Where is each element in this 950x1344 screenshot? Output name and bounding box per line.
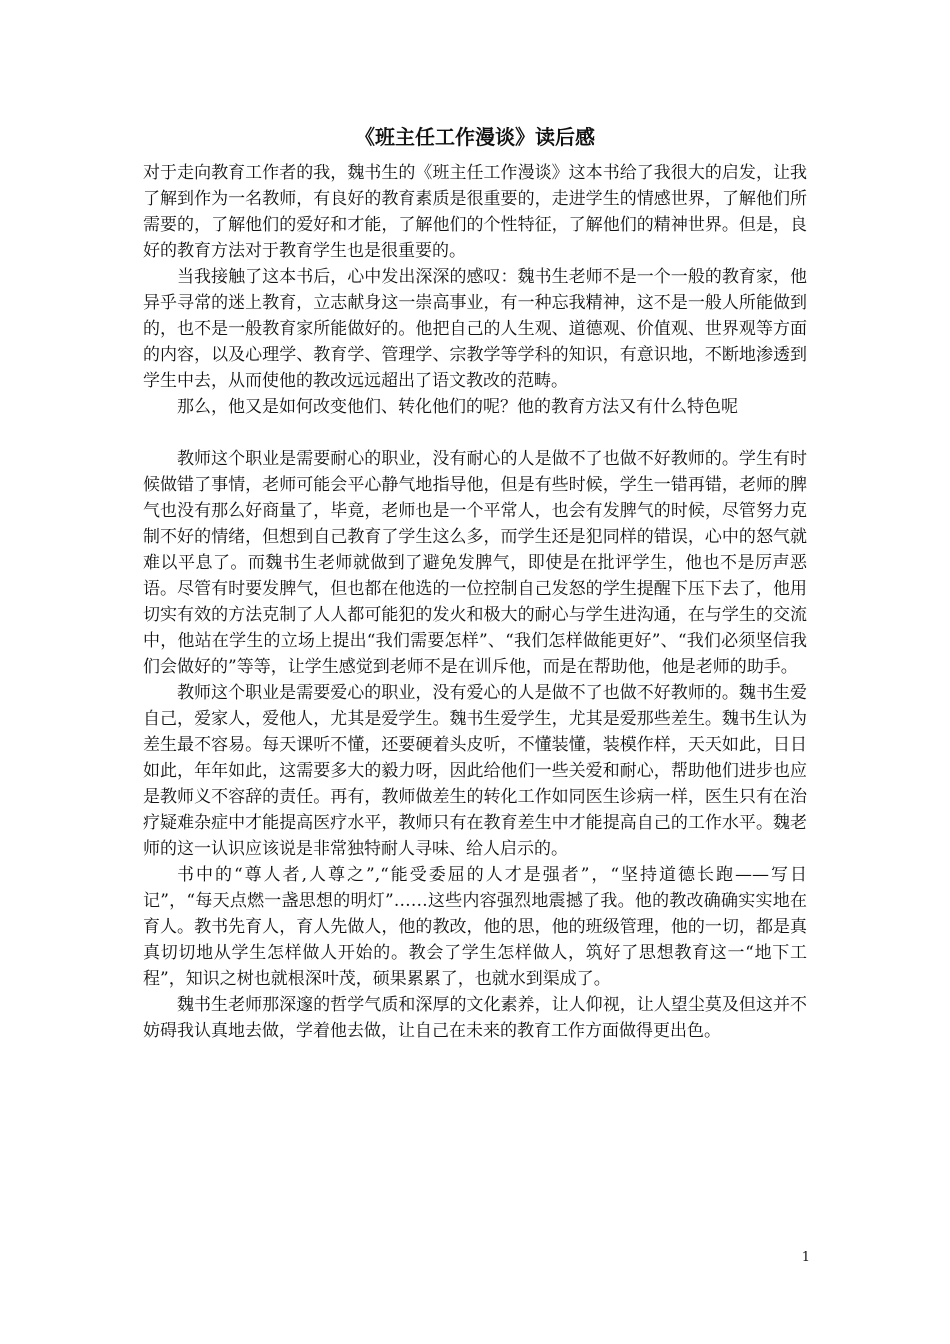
paragraph-question: 那么，他又是如何改变他们、转化他们的呢？他的教育方法又有什么特色呢 [177, 397, 738, 417]
page-number: 1 [801, 1250, 810, 1265]
document-title: 《班主任工作漫谈》读后感 [355, 125, 595, 149]
paragraph-spacer [143, 420, 807, 446]
paragraph-quotes: 书中的“尊人者,人尊之”,“能受委屈的人才是强者”，“坚持道德长跑——写日记”，“每天点燃一盏思想的明灯”……这些内容强烈地震撼了我。他的教改确确实实地在育人。教书先育人，育人先做人，他的教改，他的思，他的班级管理，他的一切，都是真真切切地从学生怎样做人开始的。教会了学生怎样做人，筑好了思想教育这一“地下工程”，知识之树也就根深叶茂，硕果累累了，也就水到渠成了。 [143, 865, 807, 989]
paragraph-conclusion: 魏书生老师那深邃的哲学气质和深厚的文化素养，让人仰视，让人望尘莫及但这并不妨碍我认真地去做，学着他去做，让自己在未来的教育工作方面做得更出色。 [143, 995, 807, 1041]
paragraph-love: 教师这个职业是需要爱心的职业，没有爱心的人是做不了也做不好教师的。魏书生爱自己，爱家人，爱他人，尤其是爱学生。魏书生爱学生，尤其是爱那些差生。魏书生认为差生最不容易。每天课听不懂，还要硬着头皮听，不懂装懂，装模作样，天天如此，日日如此，年年如此，这需要多大的毅力呀，因此给他们一些关爱和耐心，帮助他们进步也应是教师义不容辞的责任。再有，教师做差生的转化工作如同医生诊病一样，医生只有在治疗疑难杂症中才能提高医疗水平，教师只有在教育差生中才能提高自己的工作水平。魏老师的这一认识应该说是非常独特耐人寻味、给人启示的。 [143, 683, 807, 859]
document-body [143, 160, 807, 1044]
paragraph-impression: 当我接触了这本书后，心中发出深深的感叹：魏书生老师不是一个一般的教育家，他异乎寻常的迷上教育，立志献身这一崇高事业，有一种忘我精神，这不是一般人所能做到的，也不是一般教育家所能做好的。他把自己的人生观、道德观、价值观、世界观等方面的内容，以及心理学、教育学、管理学、宗教学等学科的知识，有意识地，不断地渗透到学生中去，从而使他的教改远远超出了语文教改的范畴。 [143, 267, 807, 391]
paragraph-patience: 教师这个职业是需要耐心的职业，没有耐心的人是做不了也做不好教师的。学生有时候做错了事情，老师可能会平心静气地指导他，但是有些时候，学生一错再错，老师的脾气也没有那么好商量了，毕竟，老师也是一个平常人，也会有发脾气的时候，尽管努力克制不好的情绪，但想到自己教育了学生这么多，而学生还是犯同样的错误，心中的怒气就难以平息了。而魏书生老师就做到了避免发脾气，即使是在批评学生，他也不是厉声恶语。尽管有时要发脾气，但也都在他选的一位控制自己发怒的学生提醒下压下去了，他用切实有效的方法克制了人人都可能犯的发火和极大的耐心与学生进沟通，在与学生的交流中，他站在学生的立场上提出“我们需要怎样”、“我们怎样做能更好”、“我们必须坚信我们会做好的”等等，让学生感觉到老师不是在训斥他，而是在帮助他，他是老师的助手。 [143, 449, 807, 677]
paragraph-intro: 对于走向教育工作者的我，魏书生的《班主任工作漫谈》这本书给了我很大的启发，让我了解到作为一名教师，有良好的教育素质是很重要的，走进学生的情感世界，了解他们所需要的，了解他们的爱好和才能，了解他们的个性特征，了解他们的精神世界。但是，良好的教育方法对于教育学生也是很重要的。 [143, 163, 807, 261]
